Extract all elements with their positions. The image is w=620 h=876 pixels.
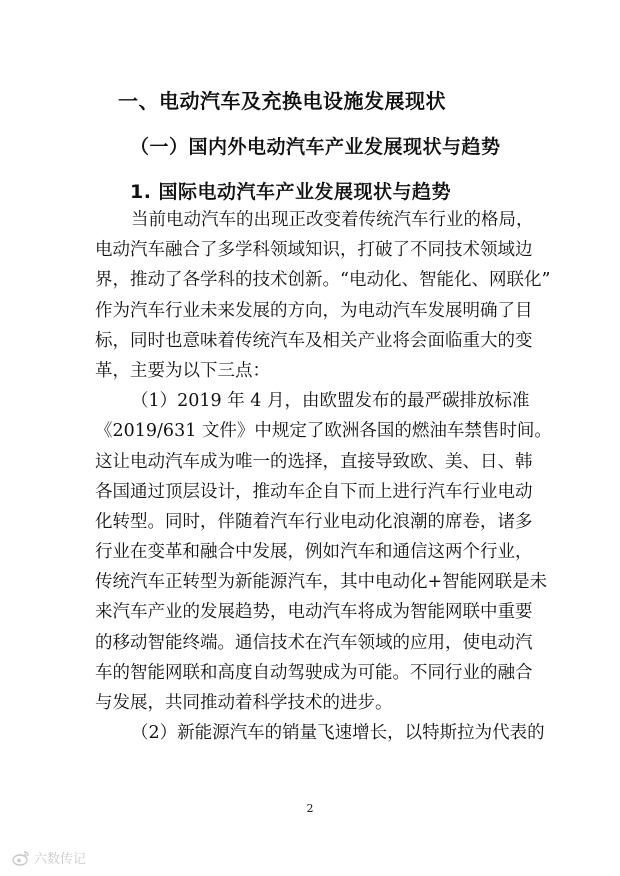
paragraph-line: 行业在变革和融合中发展，例如汽车和通信这两个行业， bbox=[95, 542, 533, 563]
section-heading-1: 一、电动汽车及充换电设施发展现状 bbox=[118, 89, 446, 113]
paragraph-line: 革，主要为以下三点： bbox=[95, 360, 270, 381]
page-number: 2 bbox=[306, 802, 314, 815]
paragraph-line: 传统汽车正转型为新能源汽车，其中电动化+智能网联是未 bbox=[95, 572, 548, 593]
watermark bbox=[12, 848, 86, 867]
paragraph-line: 化转型。同时，伴随着汽车行业电动化浪潮的席卷，诸多 bbox=[95, 511, 533, 532]
paragraph-line: 电动汽车融合了多学科领域知识，打破了不同技术领域边 bbox=[95, 240, 533, 261]
watermark-text: 六数传记 bbox=[34, 852, 87, 867]
paragraph-line: 的移动智能终端。通信技术在汽车领域的应用，使电动汽 bbox=[95, 632, 533, 653]
paragraph-line: （1）2019 年 4 月，由欧盟发布的最严碳排放标准 bbox=[131, 391, 530, 412]
paragraph-line: 各国通过顶层设计，推动车企自下而上进行汽车行业电动 bbox=[95, 481, 533, 502]
body-text bbox=[95, 205, 552, 748]
paragraph-line: 《2019/631 文件》中规定了欧洲各国的燃油车禁售时间。 bbox=[95, 421, 552, 442]
paragraph-line: 界，推动了各学科的技术创新。“电动化、智能化、网联化” bbox=[95, 270, 551, 291]
paragraph-line: 这让电动汽车成为唯一的选择，直接导致欧、美、日、韩 bbox=[95, 451, 533, 472]
paragraph-line: （2）新能源汽车的销量飞速增长，以特斯拉为代表的 bbox=[131, 723, 545, 744]
paragraph-line: 当前电动汽车的出现正改变着传统汽车行业的格局， bbox=[131, 210, 534, 230]
section-heading-2: （一）国内外电动汽车产业发展现状与趋势 bbox=[130, 136, 501, 158]
weibo-logo-icon bbox=[12, 850, 30, 866]
paragraph-line: 车的智能网联和高度自动驾驶成为可能。不同行业的融合 bbox=[95, 662, 533, 683]
paragraph-line: 标，同时也意味着传统汽车及相关产业将会面临重大的变 bbox=[95, 330, 533, 351]
section-heading-3: 1. 国际电动汽车产业发展现状与趋势 bbox=[130, 181, 452, 203]
paragraph-line: 作为汽车行业未来发展的方向，为电动汽车发展明确了目 bbox=[95, 300, 533, 321]
paragraph-line: 与发展，共同推动着科学技术的进步。 bbox=[95, 693, 393, 713]
paragraph-line: 来汽车产业的发展趋势，电动汽车将成为智能网联中重要 bbox=[95, 602, 533, 623]
